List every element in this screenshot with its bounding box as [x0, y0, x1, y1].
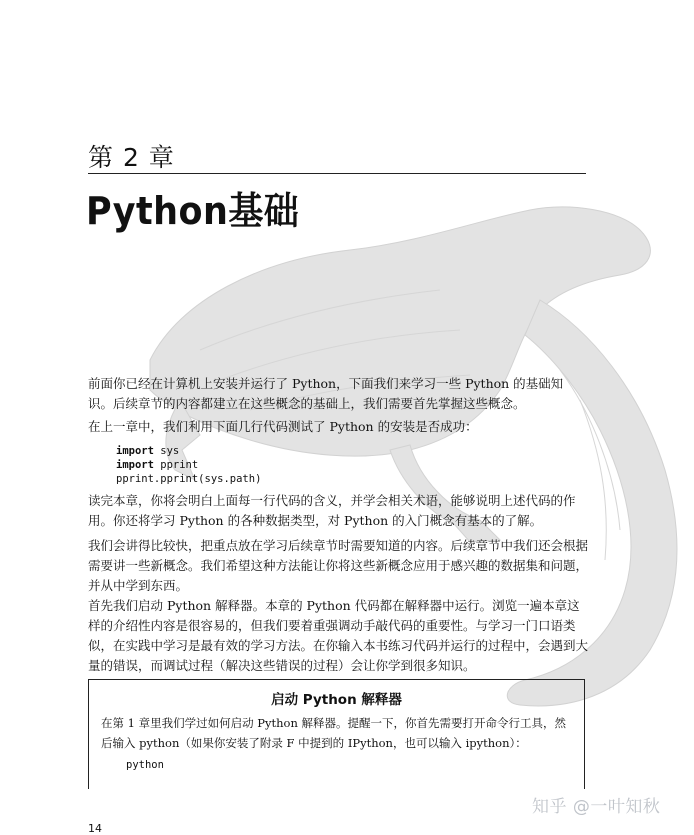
code-line: import sys: [116, 445, 180, 457]
watermark: 知乎 @一叶知秋: [532, 797, 661, 817]
chapter-title: Python基础: [86, 189, 300, 233]
interpreter-paragraph: 首先我们启动 Python 解释器。本章的 Python 代码都在解释器中运行。浏览一遍本章这样的介绍性内容是很容易的，但我们要着重强调动手敲代码的重要性。与学习一门口语类似，在实践中学习是最有效的学习方法。在你输入本书练习代码并运行的过程中，会遇到大量的错误，而调试过程（解决这些错误的过程）会让你学到很多知识。: [88, 598, 589, 673]
code-keyword: import: [116, 459, 154, 471]
code-keyword: import: [116, 445, 154, 457]
chapter-divider: [88, 173, 586, 174]
after-code-paragraph: 读完本章，你将会明白上面每一行代码的含义，并学会相关术语，能够说明上述代码的作用。你还将学习 Python 的各种数据类型，对 Python 的入门概念有基本的了解。: [88, 493, 576, 528]
test-intro-paragraph: 在上一章中，我们利用下面几行代码测试了 Python 的安装是否成功：: [88, 419, 478, 434]
pace-paragraph: 我们会讲得比较快，把重点放在学习后续章节时需要知道的内容。后续章节中我们还会根据需要讲一些新概念。我们希望这种方法能让你将这些新概念应用于感兴趣的数据集和问题，并从中学到东西。: [88, 538, 589, 593]
sidebar-code: python: [126, 759, 164, 771]
intro-paragraph: 前面你已经在计算机上安装并运行了 Python，下面我们来学习一些 Python 的基础知识。后续章节的内容都建立在这些概念的基础上，我们需要首先掌握这些概念。: [88, 376, 564, 411]
chapter-label: 第 2 章: [88, 143, 175, 172]
page-number: 14: [88, 822, 102, 835]
code-line: pprint.pprint(sys.path): [116, 473, 262, 485]
sidebar-text: 在第 1 章里我们学过如何启动 Python 解释器。提醒一下，你首先需要打开命令行工具，然后输入 python（如果你安装了附录 F 中提到的 IPython，也可以输入 ipython）：: [101, 716, 567, 750]
sidebar-box: [88, 679, 585, 789]
sidebar-title: 启动 Python 解释器: [271, 692, 402, 708]
code-block: [116, 444, 261, 486]
code-line: import pprint: [116, 459, 199, 471]
